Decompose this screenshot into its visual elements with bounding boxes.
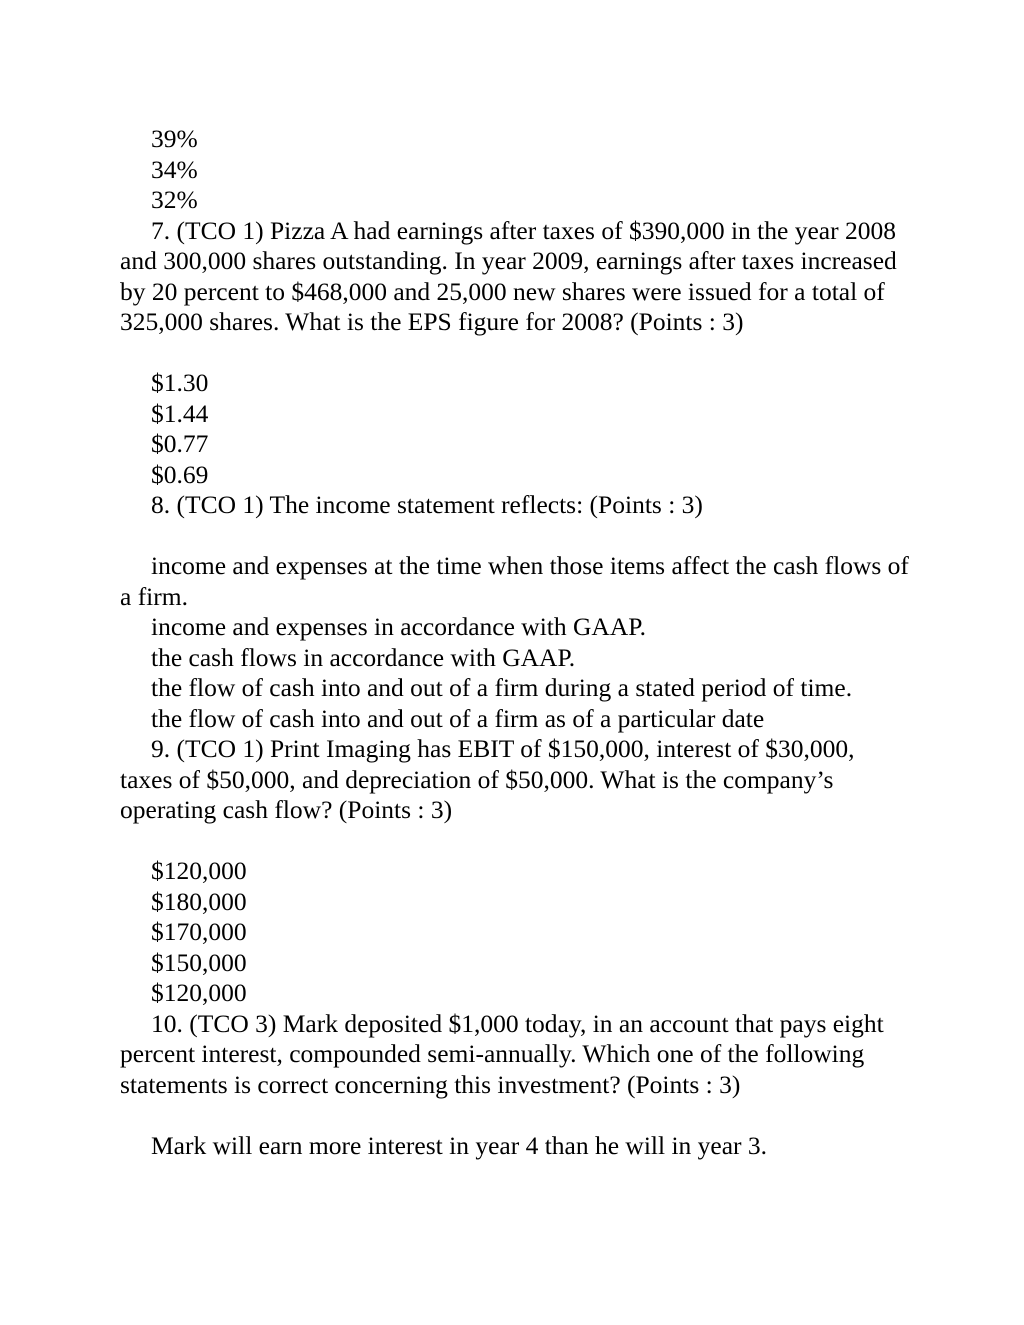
answer-option: the flow of cash into and out of a firm during a stated period of time. [151, 673, 853, 702]
answer-option: $0.77 [151, 429, 209, 458]
spacer [120, 826, 910, 857]
answer-option: 39% [151, 124, 198, 153]
answer-option: $120,000 [151, 856, 247, 885]
answer-option: $1.44 [151, 398, 209, 428]
answer-option: 32% [151, 185, 198, 214]
question-7: 7. (TCO 1) Pizza A had earnings after taxes of $390,000 in the year 2008 and 300,000 shares outstanding. In year 2009, earnings after taxes increased by 20 percent to $468,000 and 25,000 new shares were issued for a total of 325,000 shares. What is the EPS figure for 2008? (Points : 3) [120, 215, 897, 336]
answer-option: $170,000 [151, 917, 247, 946]
answer-option: $150,000 [151, 947, 247, 977]
answer-option: $0.69 [151, 459, 209, 489]
answer-option: the flow of cash into and out of a firm as of a particular date [151, 703, 765, 733]
document-page [120, 124, 910, 1161]
question-9: 9. (TCO 1) Print Imaging has EBIT of $150,000, interest of $30,000, taxes of $50,000, and depreciation of $50,000. What is the company’s operating cash flow? (Points : 3) [120, 734, 855, 824]
answer-option: Mark will earn more interest in year 4 than he will in year 3. [151, 1130, 768, 1160]
answer-option: 34% [151, 154, 198, 184]
answer-option: income and expenses in accordance with GAAP. [151, 612, 646, 641]
answer-option: income and expenses at the time when those items affect the cash flows of a firm. [120, 551, 909, 611]
spacer [120, 1100, 910, 1131]
answer-option: $120,000 [151, 978, 247, 1007]
answer-option: $1.30 [151, 368, 209, 397]
spacer [120, 521, 910, 552]
spacer [120, 338, 910, 369]
answer-option: the cash flows in accordance with GAAP. [151, 642, 576, 672]
answer-option: $180,000 [151, 886, 247, 916]
question-8: 8. (TCO 1) The income statement reflects: (Points : 3) [151, 490, 703, 519]
question-10: 10. (TCO 3) Mark deposited $1,000 today, in an account that pays eight percent interest, compounded semi-annually. Which one of the following statements is correct concerning this investment? (Points : 3) [120, 1008, 884, 1099]
